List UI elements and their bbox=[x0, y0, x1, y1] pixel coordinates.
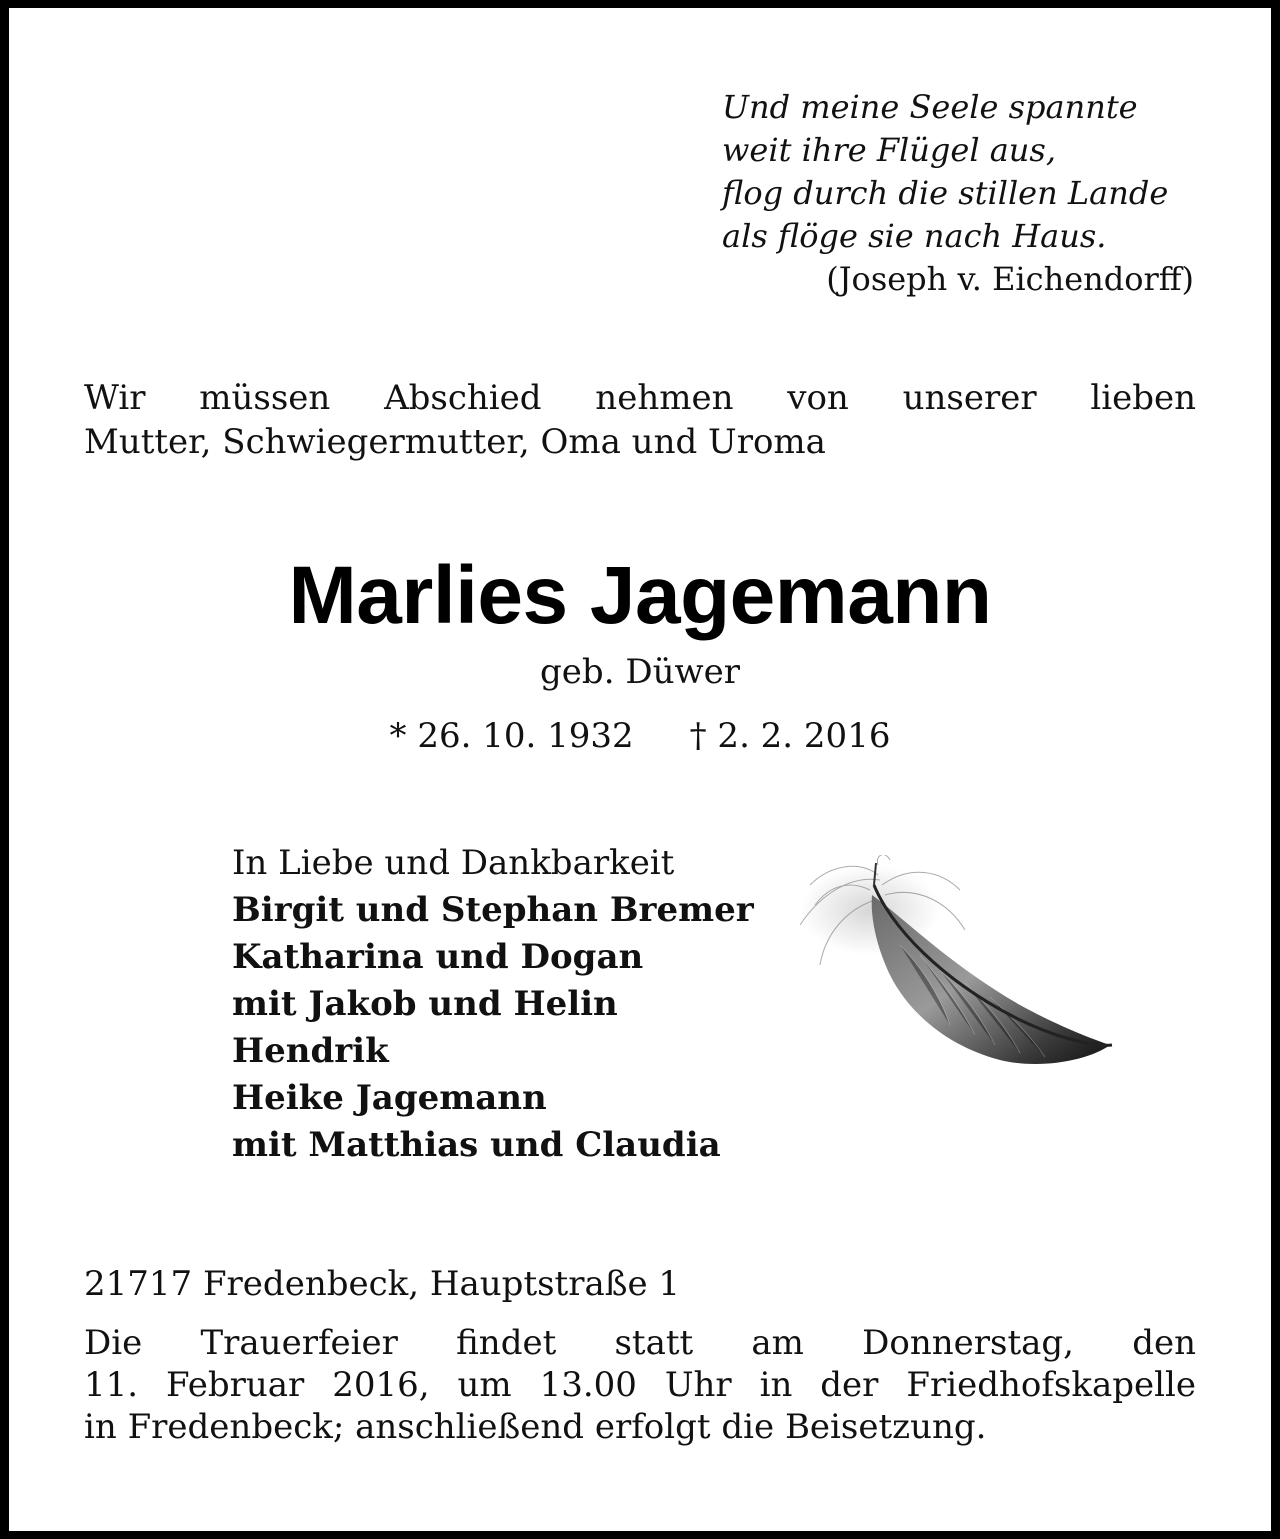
mourners-heading: In Liebe und Dankbarkeit bbox=[232, 843, 675, 883]
service-text bbox=[84, 1322, 1196, 1448]
mourner-name: Heike Jagemann bbox=[232, 1078, 547, 1118]
poem-line: weit ihre Flügel aus, bbox=[722, 131, 1056, 169]
mourner-name: Hendrik bbox=[232, 1031, 389, 1071]
intro-line-1: Wir müssen Abschied nehmen von unserer lieben bbox=[84, 378, 1196, 418]
service-line-3: in Fredenbeck; anschließend erfolgt die Beisetzung. bbox=[84, 1407, 987, 1447]
address: 21717 Fredenbeck, Hauptstraße 1 bbox=[84, 1264, 681, 1304]
mourners-block bbox=[232, 840, 792, 1169]
death-date: † 2. 2. 2016 bbox=[689, 716, 891, 756]
service-line-2: 11. Februar 2016, um 13.00 Uhr in der Friedhofskapelle bbox=[84, 1365, 1196, 1405]
poem-line: als flöge sie nach Haus. bbox=[722, 217, 1107, 255]
mourner-name: Birgit und Stephan Bremer bbox=[232, 890, 754, 930]
poem-line: flog durch die stillen Lande bbox=[722, 174, 1169, 212]
life-dates bbox=[0, 714, 1280, 758]
deceased-name: Marlies Jagemann bbox=[288, 550, 992, 641]
maiden-name: geb. Düwer bbox=[540, 652, 740, 692]
mourner-name: mit Jakob und Helin bbox=[232, 984, 618, 1024]
poem-line: Und meine Seele spannte bbox=[722, 88, 1138, 126]
birth-date: * 26. 10. 1932 bbox=[389, 716, 634, 756]
service-line-1: Die Trauerfeier findet statt am Donnerstag, den bbox=[84, 1323, 1196, 1363]
mourner-name: Katharina und Dogan bbox=[232, 937, 644, 977]
poem bbox=[722, 86, 1202, 301]
intro-line-2: Mutter, Schwiegermutter, Oma und Uroma bbox=[84, 422, 826, 462]
poem-author: (Joseph v. Eichendorff) bbox=[826, 260, 1194, 298]
intro-text bbox=[84, 376, 1196, 464]
feather-icon bbox=[790, 855, 1120, 1095]
mourner-name: mit Matthias und Claudia bbox=[232, 1125, 721, 1165]
